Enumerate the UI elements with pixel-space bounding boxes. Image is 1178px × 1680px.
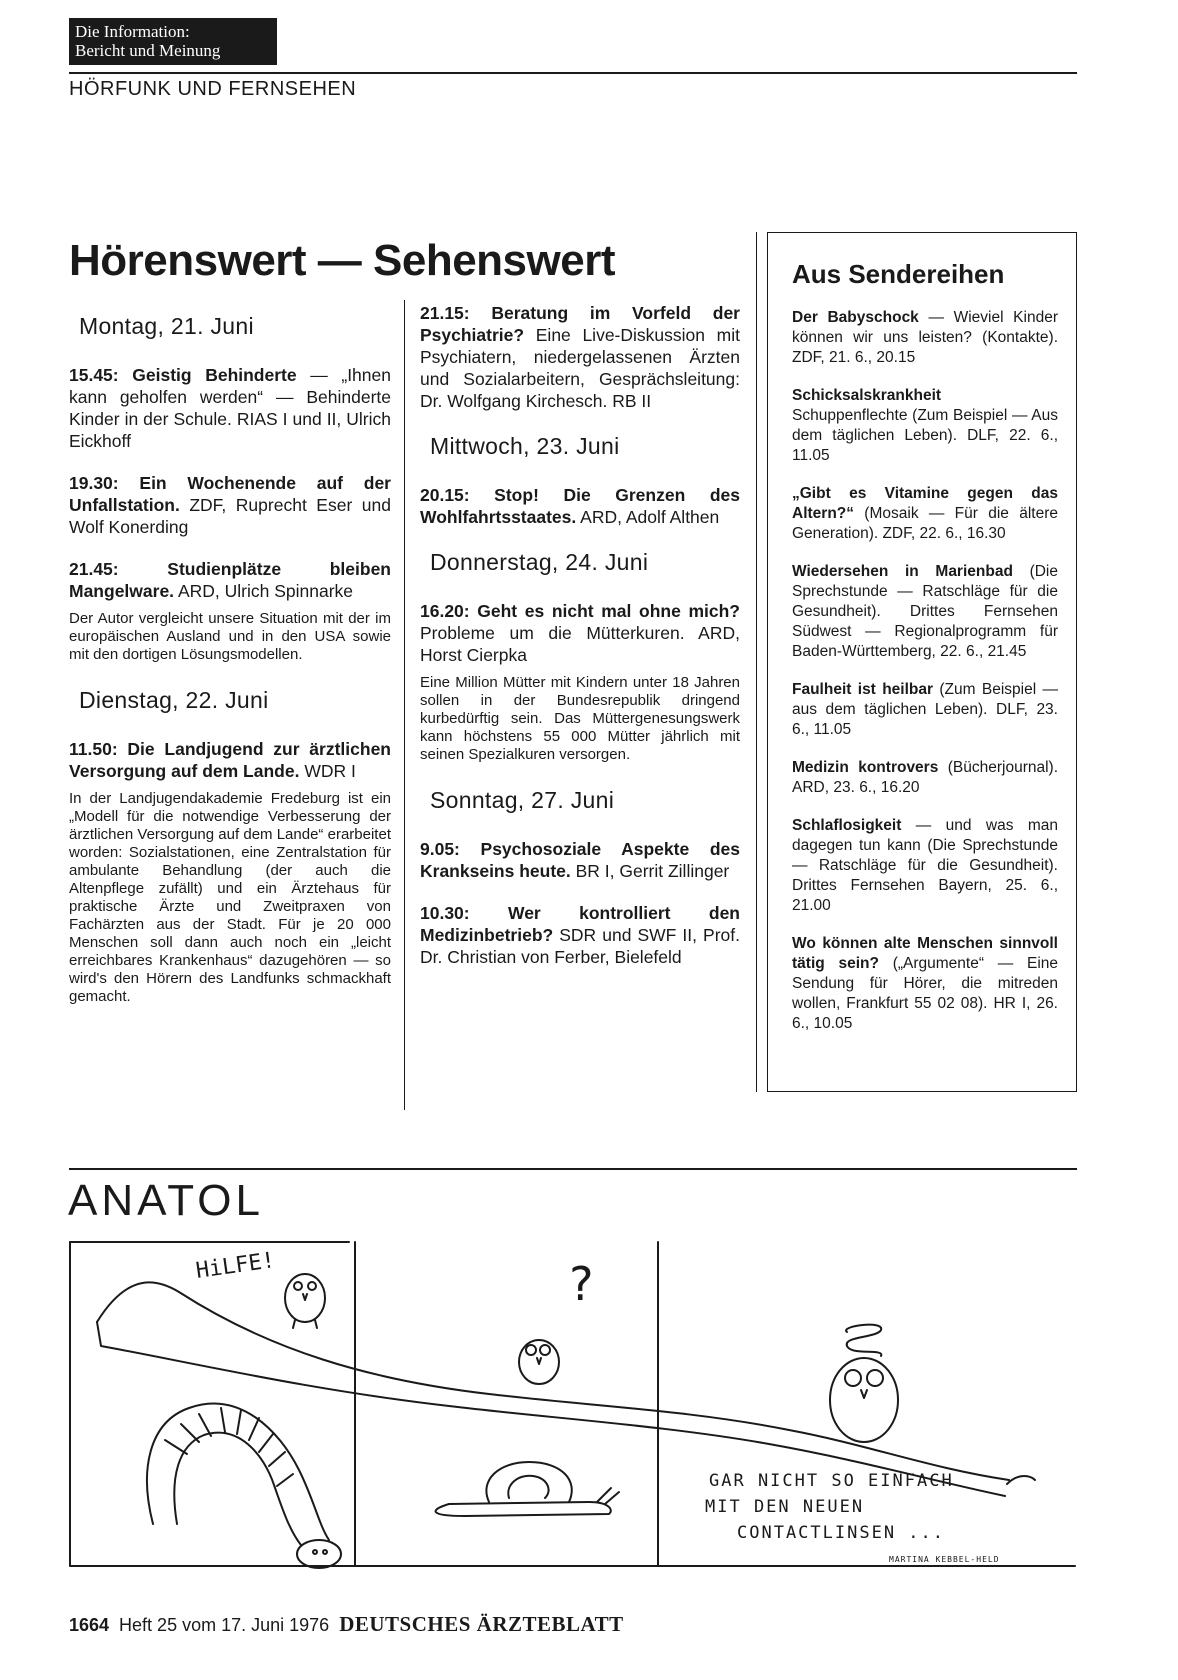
- bird-drawing: [519, 1340, 559, 1384]
- entry-text: ZDF, Ruprecht Eser und Wolf Konerding: [69, 495, 391, 537]
- section-label: HÖRFUNK UND FERNSEHEN: [69, 78, 357, 100]
- series-title: Wiedersehen in Marienbad: [792, 563, 1013, 580]
- program-entry: [420, 484, 740, 528]
- series-entry: [792, 562, 1058, 662]
- entry-title: 10.30: Wer kontrolliert den Medizinbetrieb?: [420, 903, 740, 945]
- column-left: [69, 312, 391, 1028]
- series-title: Wo können alte Menschen sinnvoll tätig sein?: [792, 935, 1058, 972]
- entry-title: 20.15: Stop! Die Grenzen des Wohlfahrtsstaates.: [420, 485, 740, 527]
- series-text: Schuppenflechte (Zum Beispiel — Aus dem täglichen Leben). DLF, 22. 6., 11.05: [792, 407, 1058, 464]
- entry-title: 16.20: Geht es nicht mal ohne mich?: [420, 601, 740, 621]
- sidebar-box: [767, 232, 1077, 1092]
- entry-title: 11.50: Die Landjugend zur ärztlichen Versorgung auf dem Lande.: [69, 739, 391, 781]
- program-entry: [420, 302, 740, 412]
- entry-text: SDR und SWF II, Prof. Dr. Christian von Ferber, Bielefeld: [420, 925, 740, 967]
- entry-title: 9.05: Psychosoziale Aspekte des Krankseins heute.: [420, 839, 740, 881]
- day-heading: Dienstag, 22. Juni: [79, 687, 269, 713]
- entry-text: Eine Live-Diskussion mit Psychiatern, niedergelassenen Ärzten und Sozialarbeitern, Gesprächsleitung: Dr. Wolfgang Kirchesch. RB II: [420, 325, 740, 411]
- series-entry: [792, 758, 1058, 798]
- entry-title: 19.30: Ein Wochenende auf der Unfallstation.: [69, 473, 391, 515]
- series-text: (Bücherjournal). ARD, 23. 6., 16.20: [792, 759, 1059, 796]
- masthead-line1: Die Information:: [75, 22, 190, 41]
- entry-text: WDR I: [299, 761, 356, 781]
- comic-caption-line: MIT DEN NEUEN: [705, 1497, 865, 1517]
- day-heading: Mittwoch, 23. Juni: [430, 433, 620, 459]
- caterpillar-drawing: [147, 1404, 341, 1568]
- top-rule: [69, 72, 1077, 74]
- entry-title: 21.15: Beratung im Vorfeld der Psychiatrie?: [420, 303, 740, 345]
- footer: [69, 1612, 624, 1637]
- entry-title: 15.45: Geistig Behinderte: [69, 365, 297, 385]
- series-title: Medizin kontrovers: [792, 759, 939, 776]
- series-entry: [792, 484, 1058, 544]
- series-entry: [792, 386, 1058, 466]
- entry-text: ARD, Adolf Althen: [576, 507, 720, 527]
- entry-text: — „Ihnen kann geholfen werden“ — Behinderte Kinder in der Schule. RIAS I und II, Ulrich Eickhoff: [69, 365, 391, 451]
- masthead-line2: Bericht und Meinung: [75, 41, 221, 60]
- entry-title: 21.45: Studienplätze bleiben Mangelware.: [69, 559, 391, 601]
- branch: [97, 1282, 1009, 1480]
- series-text: (Zum Beispiel — aus dem täglichen Leben). DLF, 23. 6., 11.05: [792, 681, 1058, 738]
- bird-drawing: [285, 1274, 325, 1328]
- snail-drawing: [436, 1462, 619, 1516]
- comic-caption-line: CONTACTLINSEN ...: [737, 1523, 945, 1543]
- series-title: „Gibt es Vitamine gegen das Altern?“: [792, 485, 1058, 522]
- comic-strip: [69, 1240, 1077, 1570]
- program-entry: [69, 558, 391, 602]
- entry-note: Der Autor vergleicht unsere Situation mit der im europäischen Ausland und in den USA sowie mit den dortigen Lösungsmodellen.: [69, 610, 391, 663]
- day-heading: Sonntag, 27. Juni: [430, 787, 615, 813]
- program-entry: [69, 472, 391, 538]
- comic-help-text: HiLFE!: [194, 1248, 277, 1284]
- series-title: Schicksalskrankheit: [792, 387, 942, 404]
- series-entry: [792, 934, 1058, 1034]
- program-entry: [420, 600, 740, 666]
- comic-rule: [69, 1168, 1077, 1170]
- journal-name: DEUTSCHES ÄRZTEBLATT: [339, 1612, 624, 1636]
- sidebar-title: Aus Sendereihen: [792, 259, 1005, 289]
- column-middle: [420, 302, 740, 988]
- program-entry: [69, 364, 391, 452]
- series-text: (Die Sprechstunde — Ratschläge für die Gesundheit). Drittes Fernsehen Südwest — Regionalprogramm für Baden-Württemberg, 22. 6., 21.45: [792, 563, 1058, 660]
- entry-text: BR I, Gerrit Zillinger: [570, 861, 730, 881]
- branch: [97, 1322, 1005, 1496]
- masthead: [69, 18, 277, 65]
- comic-caption-line: GAR NICHT SO EINFACH: [709, 1471, 954, 1491]
- issue-info: Heft 25 vom 17. Juni 1976: [119, 1615, 330, 1635]
- series-entry: [792, 816, 1058, 916]
- series-text: (Mosaik — Für die ältere Generation). ZDF, 22. 6., 16.30: [792, 505, 1058, 542]
- page-number: 1664: [69, 1615, 110, 1635]
- program-entry: [69, 738, 391, 782]
- series-title: Faulheit ist heilbar: [792, 681, 934, 698]
- entry-note: In der Landjugendakademie Fredeburg ist ein „Modell für die notwendige Verbesserung der ärztlichen Versorgung auf dem Lande“ erarbeitet worden: Sozialstationen, eine Zentralstation für ambulante Behandlung (der auch die Altenpflege zufällt) und ein Ärztehaus für praktische Ärzte und Zweitpraxen von Fachärzten aus der Stadt. Für je 20 000 Menschen soll dann auch noch ein „leicht erreichbares Krankenhaus“ dazugehören — so wird's den Hörern des Landfunks schmackhaft gemacht.: [69, 790, 391, 1005]
- day-heading: Donnerstag, 24. Juni: [430, 549, 649, 575]
- day-heading: Montag, 21. Juni: [79, 313, 254, 339]
- twig: [1007, 1476, 1035, 1484]
- series-text: — Wieviel Kinder können wir uns leisten? (Kontakte). ZDF, 21. 6., 20.15: [792, 309, 1058, 366]
- series-entry: [792, 680, 1058, 740]
- series-entry: [792, 308, 1058, 368]
- program-entry: [420, 838, 740, 882]
- bird-drawing: [830, 1325, 898, 1442]
- sidebar-divider: [756, 232, 757, 1092]
- column-divider: [404, 300, 405, 1110]
- entry-text: Probleme um die Mütterkuren. ARD, Horst Cierpka: [420, 623, 740, 665]
- entry-note: Eine Million Mütter mit Kindern unter 18 Jahren sollen in der Bundesrepublik dringend kurbedürftig sein. Das Müttergenesungswerk kann höchstens 55 000 Mütter jährlich mit seinen Spezialkuren versorgen.: [420, 674, 740, 763]
- program-entry: [420, 902, 740, 968]
- series-title: Der Babyschock: [792, 309, 919, 326]
- series-title: Schlaflosigkeit: [792, 817, 902, 834]
- headline: Hörenswert — Sehenswert: [69, 236, 615, 285]
- entry-text: ARD, Ulrich Spinnarke: [174, 581, 354, 601]
- comic-question-mark: ?: [567, 1257, 595, 1311]
- comic-title: ANATOL: [68, 1176, 264, 1225]
- series-text: („Argumente“ — Eine Sendung für Hörer, die mitreden wollen, Frankfurt 55 02 08). HR I, 26. 6., 10.05: [792, 955, 1059, 1032]
- series-text: — und was man dagegen tun kann (Die Sprechstunde — Ratschläge für die Gesundheit). Drittes Fernsehen Bayern, 25. 6., 21.00: [792, 817, 1058, 914]
- comic-signature: MARTINA KEBBEL-HELD: [889, 1555, 1000, 1564]
